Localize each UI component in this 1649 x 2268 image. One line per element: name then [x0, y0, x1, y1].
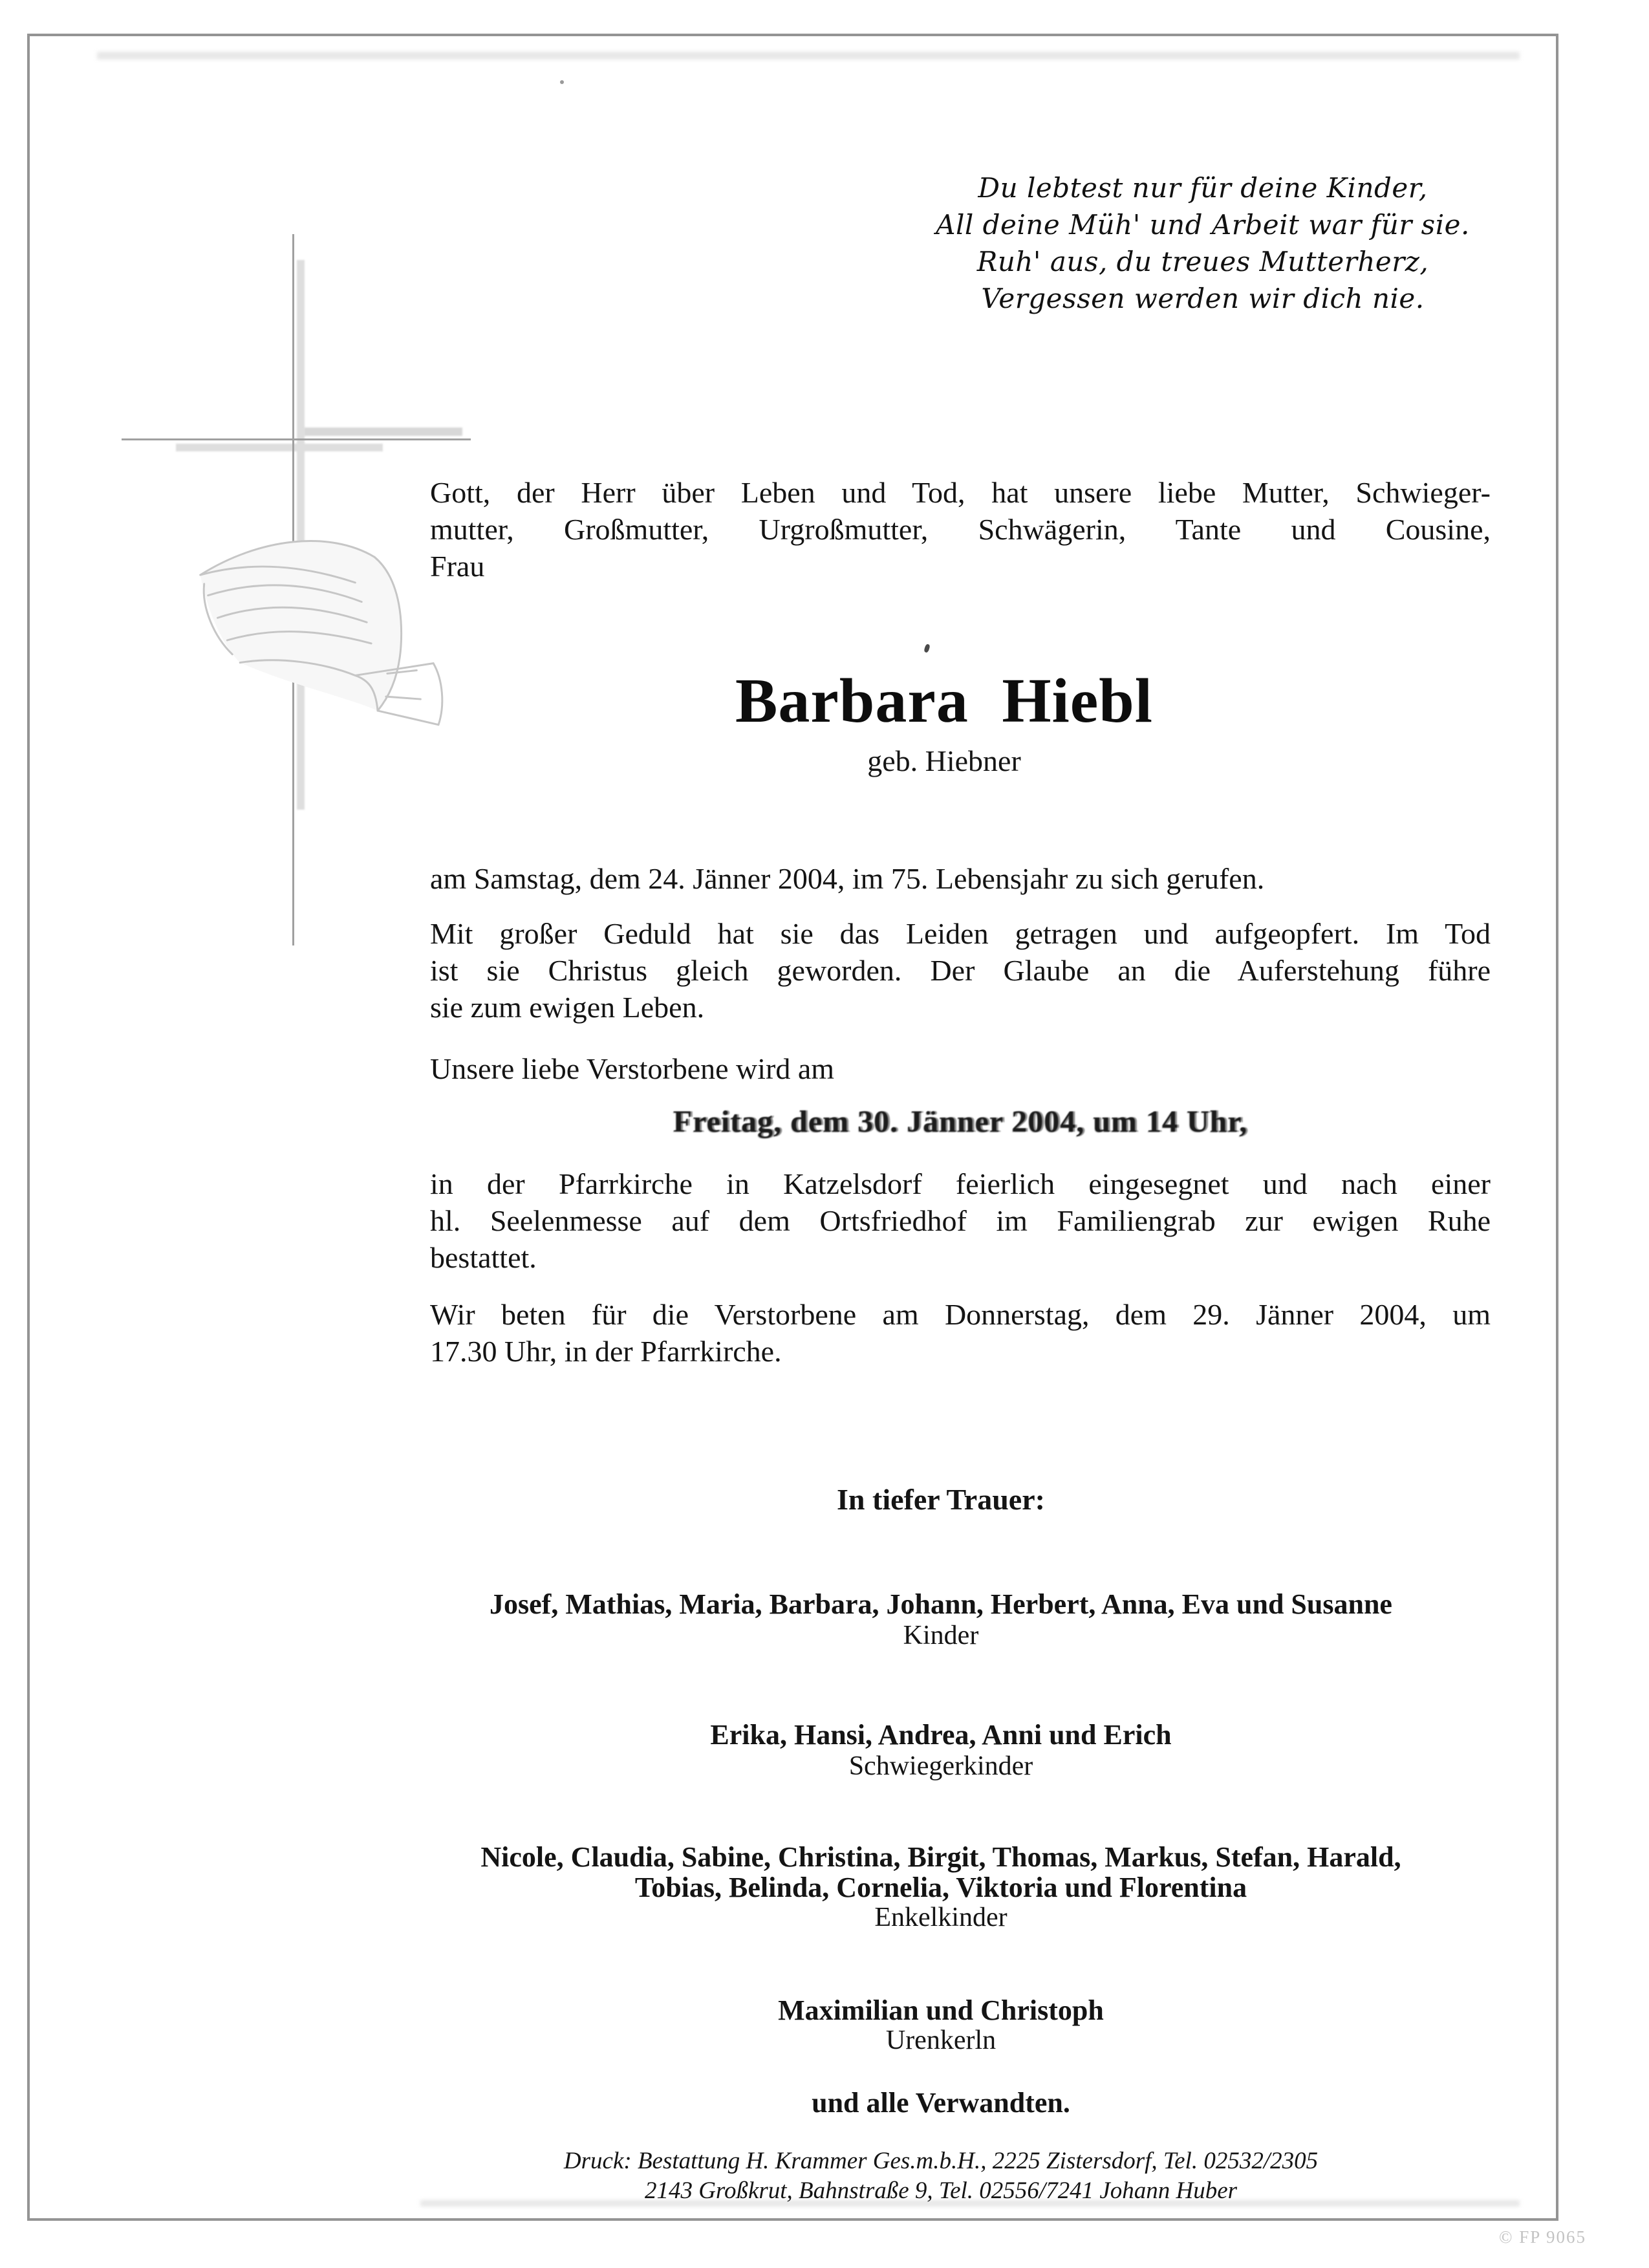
- intro-paragraph: [430, 474, 1491, 585]
- funeral-datetime: Freitag, dem 30. Jänner 2004, um 14 Uhr,: [673, 1105, 1248, 1139]
- prayer-paragraph: [430, 1296, 1491, 1370]
- text-line: Gott, der Herr über Leben und Tod, hat unsere liebe Mutter, Schwieger-: [430, 476, 1491, 509]
- funeral-intro: [430, 1050, 1491, 1087]
- mourners-great-grandchildren-names: Maximilian und Christoph: [778, 1994, 1104, 2026]
- mourners-grandchildren-names-line2: Tobias, Belinda, Cornelia, Viktoria und Florentina: [634, 1872, 1247, 1903]
- mourning-heading: In tiefer Trauer:: [837, 1483, 1045, 1516]
- printer-info-line2: 2143 Großkrut, Bahnstraße 9, Tel. 02556/7241 Johann Huber: [644, 2177, 1238, 2204]
- text-line: Wir beten für die Verstorbene am Donnerstag, dem 29. Jänner 2004, um: [430, 1298, 1491, 1331]
- print-code: © FP 9065: [1499, 2227, 1587, 2247]
- mourners-children-names: Josef, Mathias, Maria, Barbara, Johann, Herbert, Anna, Eva und Susanne: [490, 1588, 1392, 1620]
- cross-shadow-line: [176, 444, 383, 451]
- text-line: in der Pfarrkirche in Katzelsdorf feierlich eingesegnet und nach einer: [430, 1167, 1491, 1200]
- scan-artifact-streak: [97, 52, 1520, 59]
- mourners-children-role: Kinder: [903, 1621, 979, 1650]
- mourning-closing: und alle Verwandten.: [812, 2087, 1070, 2119]
- funeral-details-paragraph: [430, 1165, 1491, 1276]
- text-line: hl. Seelenmesse auf dem Ortsfriedhof im Familiengrab zur ewigen Ruhe: [430, 1204, 1491, 1237]
- poem-line: Vergessen werden wir dich nie.: [981, 283, 1425, 314]
- cross-horizontal-line: [122, 438, 471, 440]
- poem-line: All deine Müh' und Arbeit war für sie.: [936, 209, 1470, 241]
- text-line: Frau: [430, 550, 485, 583]
- mourners-grandchildren-names-line1: Nicole, Claudia, Sabine, Christina, Birgit, Thomas, Markus, Stefan, Harald,: [480, 1841, 1401, 1873]
- cross-shadow-line: [304, 427, 462, 436]
- text-line: Unsere liebe Verstorbene wird am: [430, 1052, 835, 1085]
- text-line: ist sie Christus gleich geworden. Der Glaube an die Auferstehung führe: [430, 954, 1491, 987]
- memorial-poem: [899, 169, 1507, 317]
- text-line: am Samstag, dem 24. Jänner 2004, im 75. Lebensjahr zu sich gerufen.: [430, 862, 1265, 895]
- mourners-grandchildren-role: Enkelkinder: [874, 1903, 1008, 1932]
- text-line: sie zum ewigen Leben.: [430, 991, 705, 1024]
- poem-line: Du lebtest nur für deine Kinder,: [978, 172, 1428, 204]
- maiden-name: geb. Hiebner: [867, 744, 1021, 777]
- text-line: mutter, Großmutter, Urgroßmutter, Schwägerin, Tante und Cousine,: [430, 513, 1491, 546]
- death-date-paragraph: [430, 860, 1491, 897]
- text-line: 17.30 Uhr, in der Pfarrkirche.: [430, 1335, 782, 1368]
- text-line: bestattet.: [430, 1241, 537, 1274]
- mourners-inlaws-role: Schwiegerkinder: [848, 1751, 1033, 1781]
- text-line: Mit großer Geduld hat sie das Leiden getragen und aufgeopfert. Im Tod: [430, 917, 1491, 950]
- scan-artifact-speck: [560, 80, 564, 84]
- consolation-paragraph: [430, 915, 1491, 1026]
- mourners-great-grandchildren-role: Urenkerln: [885, 2025, 997, 2055]
- poem-line: Ruh' aus, du treues Mutterherz,: [976, 246, 1429, 277]
- deceased-name: Barbara Hiebl: [735, 666, 1154, 736]
- mourners-inlaws-names: Erika, Hansi, Andrea, Anni und Erich: [710, 1719, 1172, 1751]
- printer-info-line1: Druck: Bestattung H. Krammer Ges.m.b.H., 2225 Zistersdorf, Tel. 02532/2305: [563, 2148, 1319, 2174]
